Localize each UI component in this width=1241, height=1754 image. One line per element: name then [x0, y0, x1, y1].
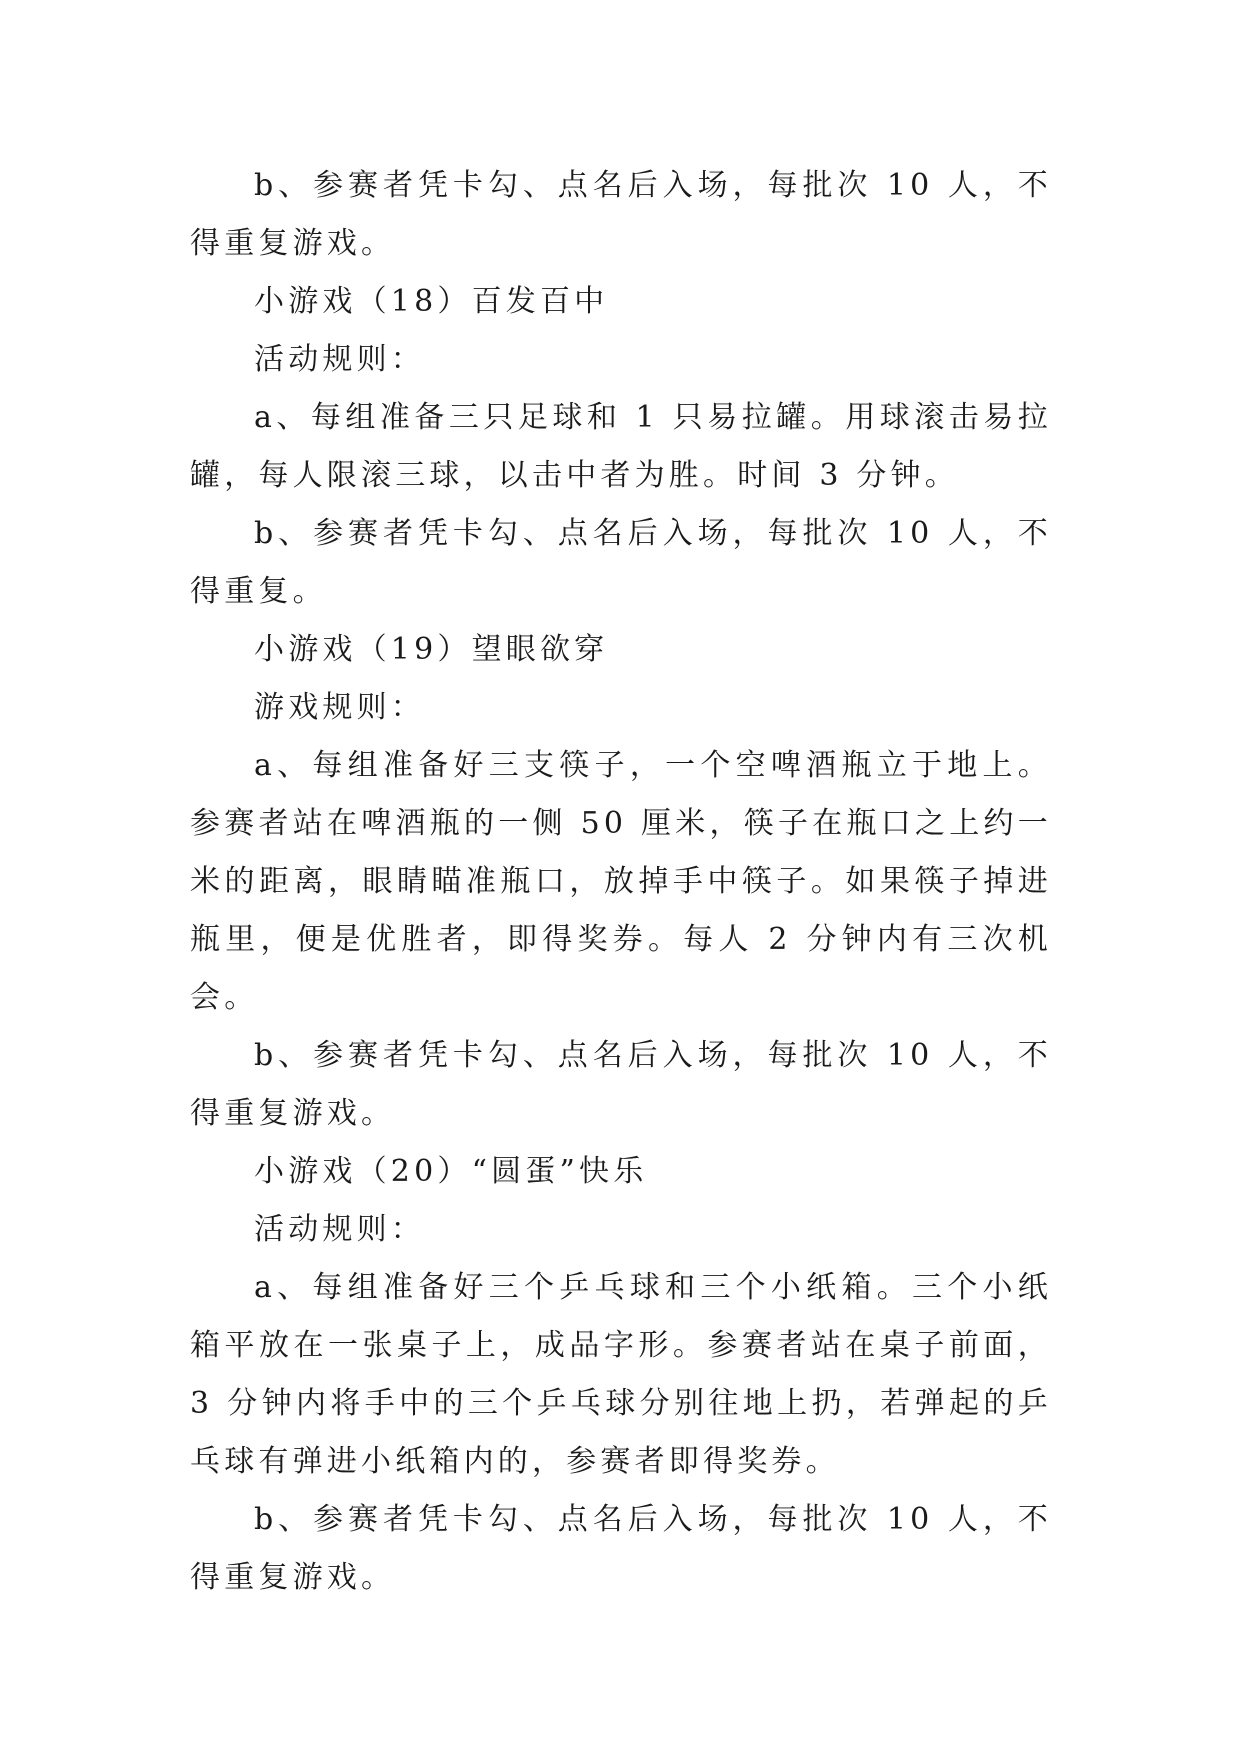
paragraph-rule-a-game20: a、每组准备好三个乒乓球和三个小纸箱。三个小纸箱平放在一张桌子上，成品字形。参赛者站在桌子前面，3 分钟内将手中的三个乒乓球分别往地上扔，若弹起的乒乓球有弹进小纸箱内的，参赛者即得奖券。: [190, 1270, 1052, 1479]
heading-game-rules-19: 游戏规则：: [254, 690, 425, 725]
document-body: [190, 157, 1052, 1607]
heading-game-19: 小游戏（19）望眼欲穿: [254, 632, 609, 667]
paragraph-rule-b-game20: b、参赛者凭卡勾、点名后入场，每批次 10 人，不得重复游戏。: [190, 1502, 1052, 1595]
heading-game-20: 小游戏（20）“圆蛋”快乐: [254, 1154, 648, 1189]
heading-activity-rules-20: 活动规则：: [254, 1212, 425, 1247]
paragraph-rule-b-game19: b、参赛者凭卡勾、点名后入场，每批次 10 人，不得重复游戏。: [190, 1038, 1052, 1131]
paragraph-rule-a-game18: a、每组准备三只足球和 1 只易拉罐。用球滚击易拉罐，每人限滚三球，以击中者为胜。时间 3 分钟。: [190, 400, 1052, 493]
paragraph-rule-b-game17: b、参赛者凭卡勾、点名后入场，每批次 10 人，不得重复游戏。: [190, 168, 1052, 261]
paragraph-rule-b-game18: b、参赛者凭卡勾、点名后入场，每批次 10 人，不得重复。: [190, 516, 1052, 609]
paragraph-rule-a-game19: a、每组准备好三支筷子，一个空啤酒瓶立于地上。参赛者站在啤酒瓶的一侧 50 厘米，筷子在瓶口之上约一米的距离，眼睛瞄准瓶口，放掉手中筷子。如果筷子掉进瓶里，便是优胜者，即得奖券。每人 2 分钟内有三次机会。: [190, 748, 1052, 1015]
heading-activity-rules-18: 活动规则：: [254, 342, 425, 377]
heading-game-18: 小游戏（18）百发百中: [254, 284, 609, 319]
